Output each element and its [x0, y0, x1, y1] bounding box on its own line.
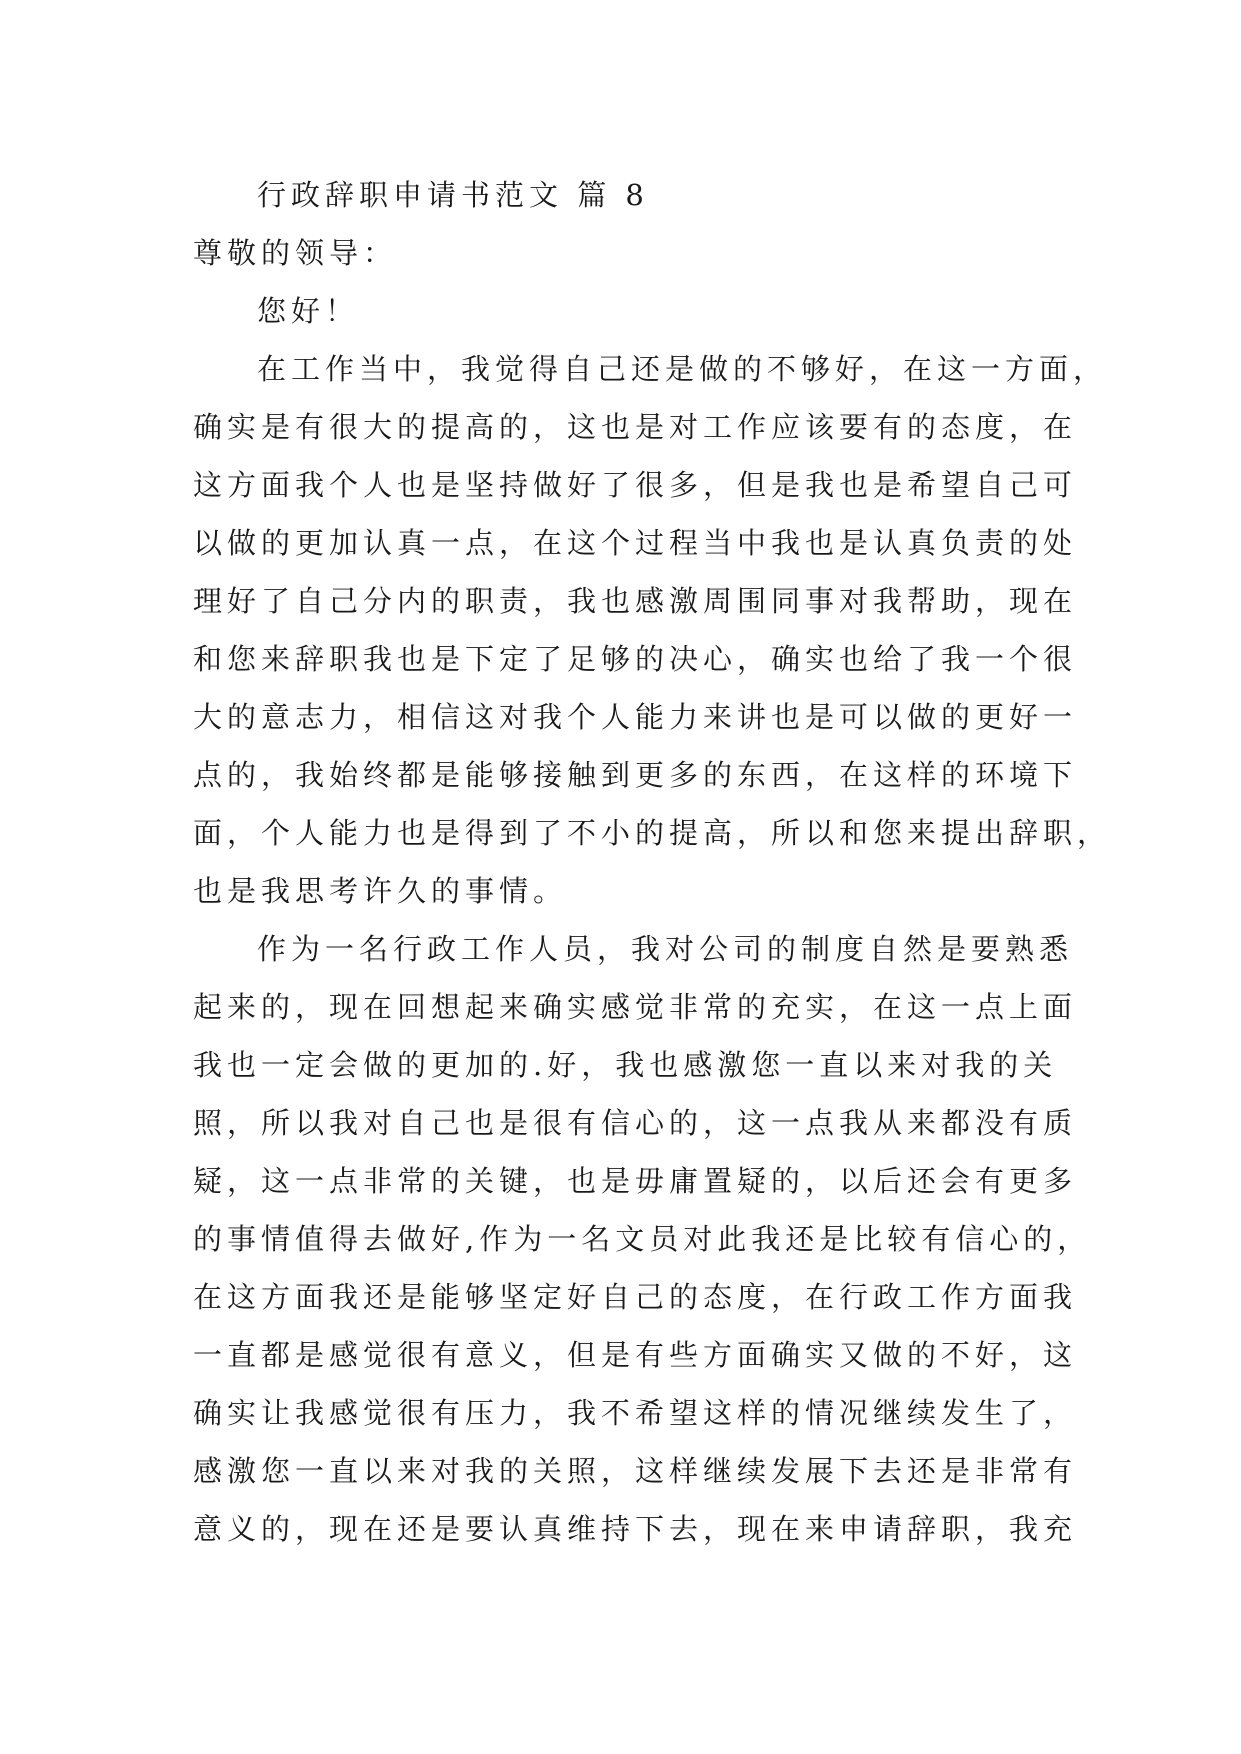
paragraph-line: 确实是有很大的提高的，这也是对工作应该要有的态度，在: [193, 410, 1078, 444]
paragraph-line: 和您来辞职我也是下定了足够的决心，确实也给了我一个很: [193, 642, 1078, 676]
paragraph-line: 感激您一直以来对我的关照，这样继续发展下去还是非常有: [193, 1454, 1078, 1488]
paragraph-line: 起来的，现在回想起来确实感觉非常的充实，在这一点上面: [193, 990, 1078, 1024]
paragraph-line: 在工作当中，我觉得自己还是做的不够好，在这一方面，: [257, 352, 1108, 386]
paragraph-line: 大的意志力，相信这对我个人能力来讲也是可以做的更好一: [193, 700, 1078, 734]
paragraph-line: 点的，我始终都是能够接触到更多的东西，在这样的环境下: [193, 758, 1078, 792]
paragraph-line: 作为一名行政工作人员，我对公司的制度自然是要熟悉: [257, 932, 1074, 966]
paragraph-line: 的事情值得去做好,作为一名文员对此我还是比较有信心的，: [193, 1222, 1092, 1256]
paragraph-2: [193, 920, 1092, 1558]
paragraph-1: [193, 340, 1112, 920]
paragraph-line: 疑，这一点非常的关键，也是毋庸置疑的，以后还会有更多: [193, 1164, 1078, 1198]
paragraph-line: 也是我思考许久的事情。: [193, 874, 568, 908]
paragraph-line: 理好了自己分内的职责，我也感激周围同事对我帮助，现在: [193, 584, 1078, 618]
paragraph-line: 意义的，现在还是要认真维持下去，现在来申请辞职，我充: [193, 1512, 1078, 1546]
greeting: 您好！: [257, 294, 360, 328]
paragraph-line: 面，个人能力也是得到了不小的提高，所以和您来提出辞职，: [193, 816, 1112, 850]
paragraph-line: 在这方面我还是能够坚定好自己的态度，在行政工作方面我: [193, 1280, 1078, 1314]
paragraph-line: 照，所以我对自己也是很有信心的，这一点我从来都没有质: [193, 1106, 1078, 1140]
document-body: [193, 166, 1112, 1558]
paragraph-line: 这方面我个人也是坚持做好了很多，但是我也是希望自己可: [193, 468, 1078, 502]
salutation: 尊敬的领导：: [193, 236, 398, 270]
paragraph-line: 我也一定会做的更加的.好，我也感激您一直以来对我的关: [193, 1048, 1058, 1082]
paragraph-line: 以做的更加认真一点，在这个过程当中我也是认真负责的处: [193, 526, 1078, 560]
paragraph-line: 一直都是感觉很有意义，但是有些方面确实又做的不好，这: [193, 1338, 1078, 1372]
paragraph-line: 确实让我感觉很有压力，我不希望这样的情况继续发生了，: [193, 1396, 1078, 1430]
document-heading: 行政辞职申请书范文 篇 8: [257, 178, 649, 212]
